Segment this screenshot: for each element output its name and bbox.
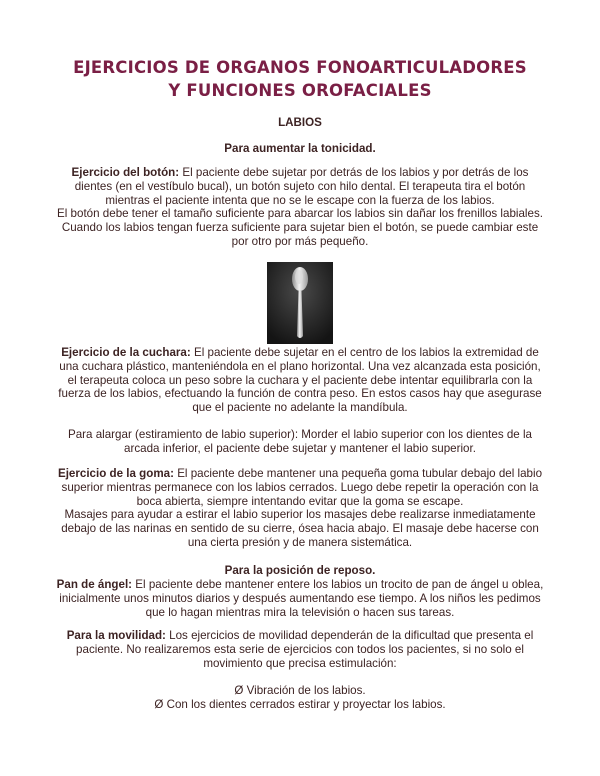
subheading-tonicidad: Para aumentar la tonicidad. <box>224 142 376 155</box>
boton-label: Ejercicio del botón: <box>71 166 180 179</box>
boton-text: El paciente debe sujetar por detrás de los labios y por detrás de los dientes (en el vestíbulo bucal), un botón sujeto con hilo dental. El terapeuta tira el botón mientras el paciente intenta que no se le escape con la fuerza de los labios. <box>74 166 529 207</box>
subheading-reposo-block <box>56 564 544 578</box>
section-heading: LABIOS <box>278 116 322 129</box>
title-line-2: Y FUNCIONES OROFACIALES <box>168 81 432 100</box>
pan-exercise <box>56 578 544 619</box>
bullet-list <box>56 684 544 712</box>
cuchara-label: Ejercicio de la cuchara: <box>61 346 191 359</box>
cuchara-text: El paciente debe sujetar en el centro de los labios la extremidad de una cuchara plástico, manteniéndola en el plano horizontal. Una vez alcanzada esta posición, el terapeuta coloca un peso sobre la cuchara y el paciente debe intentar equilibrarla con la fuerza de los labios, efectuando la función de contra peso. En estos casos hay que asegurase que el paciente no adelante la mandíbula. <box>58 346 542 415</box>
section-heading-block <box>56 116 544 130</box>
bullet-item: Ø Con los dientes cerrados estirar y proyectar los labios. <box>154 697 446 711</box>
boton-text-2: El botón debe tener el tamaño suficiente para abarcar los labios sin dañar los frenillos labiales. Cuando los labios tengan fuerza suficiente para sujetar bien el botón, se puede cambiar este por otro por más pequeño. <box>57 207 543 248</box>
movilidad-label: Para la movilidad: <box>66 629 166 642</box>
boton-exercise <box>56 166 544 249</box>
movilidad-section <box>56 629 544 670</box>
bullet-item: Ø Vibración de los labios. <box>234 684 366 697</box>
goma-exercise <box>56 467 544 550</box>
spoon-icon <box>267 262 333 344</box>
goma-label: Ejercicio de la goma: <box>57 467 174 480</box>
subheading-reposo: Para la posición de reposo. <box>224 564 376 577</box>
alargar-paragraph <box>56 428 544 456</box>
goma-text: El paciente debe mantener una pequeña goma tubular debajo del labio superior mientras permanece con los labios cerrados. Luego debe repetir la operación con la boca abierta, siempre intentando evitar que la goma se escape. <box>61 467 543 508</box>
movilidad-text: Los ejercicios de movilidad dependerán de la dificultad que presenta el paciente. No realizaremos esta serie de ejercicios con todos los pacientes, si no solo el movimiento que precisa estimulación: <box>76 629 534 670</box>
alargar-text: Para alargar (estiramiento de labio superior): Morder el labio superior con los dientes de la arcada inferior, el paciente debe sujetar y mantener el labio superior. <box>68 428 532 455</box>
spoon-image <box>267 262 333 344</box>
subheading-tonicidad-block <box>56 142 544 156</box>
goma-text-2: Masajes para ayudar a estirar el labio superior los masajes debe realizarse inmediatamente debajo de las narinas en sentido de su cierre, ósea hacia abajo. El masaje debe hacerse con una cierta presión y de manera sistemática. <box>61 508 539 549</box>
pan-label: Pan de ángel: <box>56 578 133 591</box>
document-title <box>0 56 600 102</box>
title-line-1: EJERCICIOS DE ORGANOS FONOARTICULADORES <box>73 58 527 77</box>
cuchara-exercise <box>56 346 544 415</box>
pan-text: El paciente debe mantener entere los labios un trocito de pan de ángel u oblea, inicialmente unos minutos diarios y después aumentando ese tiempo. A los niños les pedimos que lo hagan mientras mira la televisión o hacen sus tareas. <box>59 578 544 619</box>
